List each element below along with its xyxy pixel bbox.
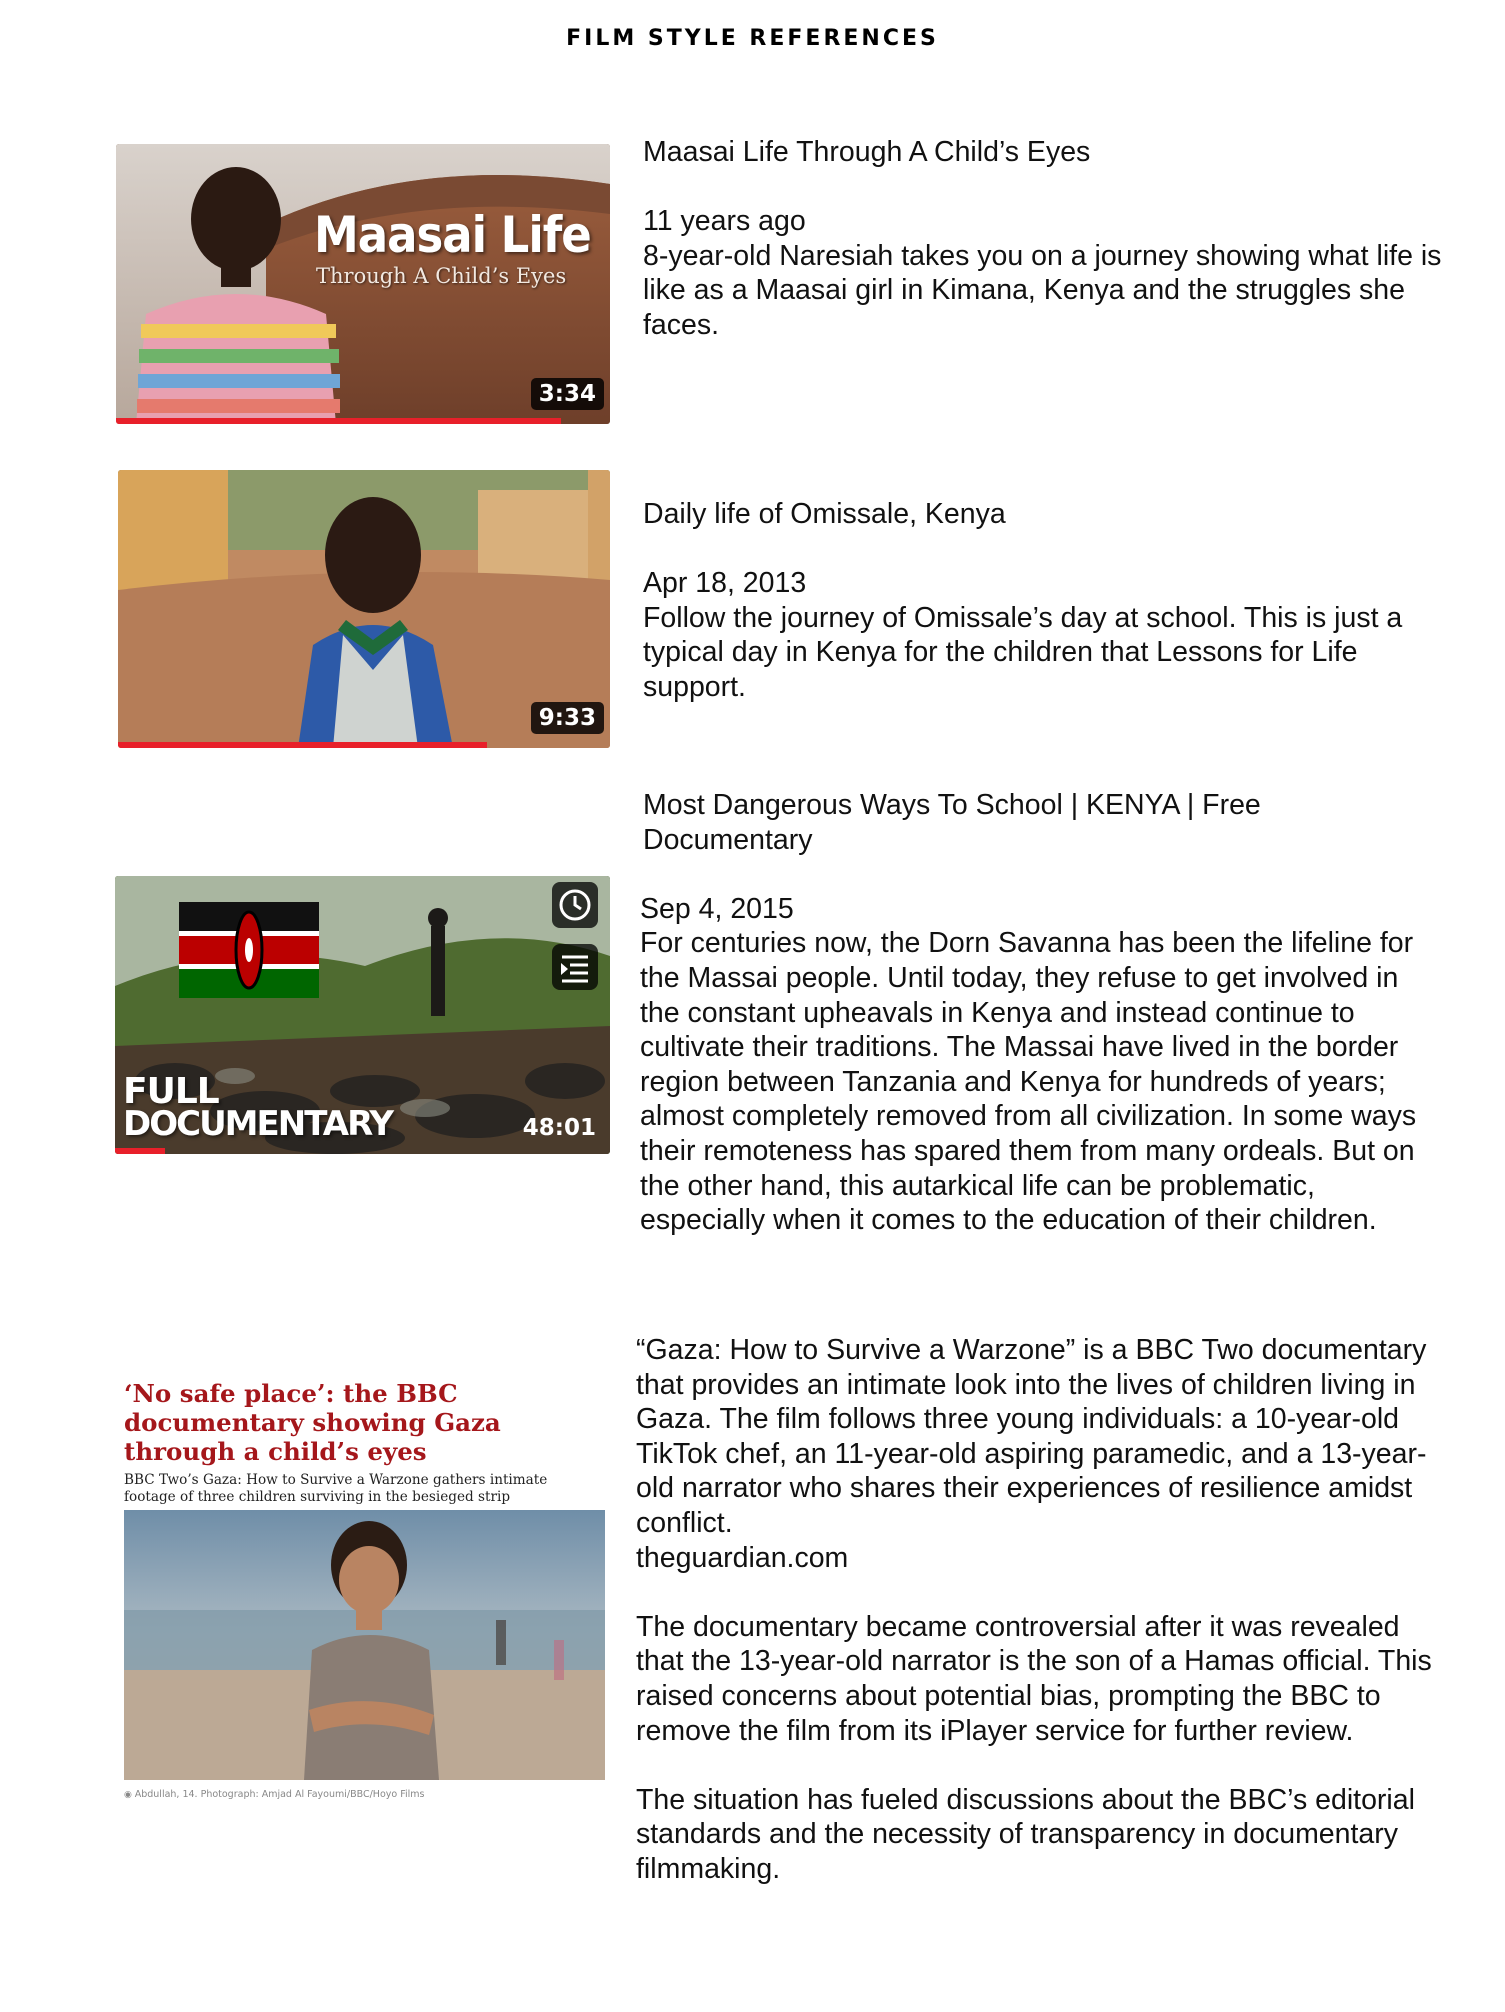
- video-thumbnail-maasai-life[interactable]: [116, 144, 610, 424]
- camera-icon: ◉: [124, 1790, 135, 1800]
- article-headline: ‘No safe place’: the BBC documentary showing Gaza through a child’s eyes: [124, 1379, 501, 1466]
- video-watch-progress: [115, 1148, 165, 1154]
- full-documentary-overlay: [123, 1071, 393, 1144]
- page-title: FILM STYLE REFERENCES: [566, 26, 939, 51]
- video-description: 8-year-old Naresiah takes you on a journey showing what life is like as a Maasai girl in Kimana, Kenya and the struggles she faces.: [643, 239, 1442, 341]
- video-info-dangerous-ways: [640, 788, 1423, 1238]
- video-title[interactable]: Most Dangerous Ways To School | KENYA | Free Documentary: [643, 789, 1261, 856]
- video-thumbnail-omissale[interactable]: [118, 470, 610, 748]
- kenya-flag-icon: [179, 902, 319, 998]
- video-date: Apr 18, 2013: [643, 567, 807, 600]
- video-title[interactable]: Daily life of Omissale, Kenya: [643, 498, 1006, 530]
- video-duration-badge: 3:34: [531, 378, 604, 410]
- video-duration-badge: 9:33: [531, 702, 604, 734]
- add-to-queue-icon[interactable]: [552, 944, 598, 990]
- article-paragraph-3: The situation has fueled discussions about the BBC’s editorial standards and the necessity of transparency in documentary filmmaking.: [636, 1783, 1415, 1885]
- video-date: Sep 4, 2015: [640, 892, 794, 925]
- video-description: Follow the journey of Omissale’s day at school. This is just a typical day in Kenya for the children that Lessons for Life support.: [643, 601, 1403, 703]
- video-duration-badge: 48:01: [522, 1115, 596, 1141]
- video-watch-progress: [118, 742, 487, 748]
- video-info-omissale: [643, 497, 1433, 705]
- article-photo-image: [124, 1510, 605, 1780]
- article-paragraph-1: “Gaza: How to Survive a Warzone” is a BBC Two documentary that provides an intimate look into the lives of children living in Gaza. The film follows three young individuals: a 10-year-old TikTok chef, an 11-year-old aspiring paramedic, and a 13-year-old narrator who shares their experiences of resilience amidst conflict.: [636, 1334, 1427, 1539]
- article-summary: [636, 1333, 1436, 1887]
- maasai-overlay-subtitle: Through A Child’s Eyes: [316, 264, 567, 288]
- video-thumbnail-dangerous-ways[interactable]: [115, 876, 610, 1154]
- video-title[interactable]: Maasai Life Through A Child’s Eyes: [643, 136, 1091, 168]
- maasai-overlay-title: Maasai Life: [314, 206, 591, 264]
- article-paragraph-2: The documentary became controversial after it was revealed that the 13-year-old narrator is the son of a Hamas official. This raised concerns about potential bias, prompting the BBC to remove the film from its iPlayer service for further review.: [636, 1610, 1432, 1747]
- video-info-maasai-life: [643, 135, 1443, 343]
- overlay-line-full: FULL: [123, 1071, 219, 1112]
- video-date: 11 years ago: [643, 205, 806, 238]
- watch-later-icon[interactable]: [552, 882, 598, 928]
- article-photo: [124, 1510, 605, 1780]
- article-source[interactable]: theguardian.com: [636, 1541, 849, 1574]
- overlay-line-documentary: DOCUMENTARY: [123, 1104, 393, 1144]
- article-photo-caption: ◉ Abdullah, 14. Photograph: Amjad Al Fayoumi/BBC/Hoyo Films: [124, 1789, 425, 1800]
- video-description: For centuries now, the Dorn Savanna has been the lifeline for the Massai people. Until today, they refuse to get involved in the constant upheavals in Kenya and instead continue to cultivate their traditions. The Massai have lived in the border region between Tanzania and Kenya for hundreds of years; almost completely removed from all civilization. In some ways their remoteness has spared them from many ordeals. But on the other hand, this autarkical life can be problematic, especially when it comes to the education of their children.: [640, 927, 1417, 1237]
- article-standfirst: BBC Two’s Gaza: How to Survive a Warzone gathers intimate footage of three children surviving in the besieged strip: [124, 1472, 548, 1505]
- video-watch-progress: [116, 418, 561, 424]
